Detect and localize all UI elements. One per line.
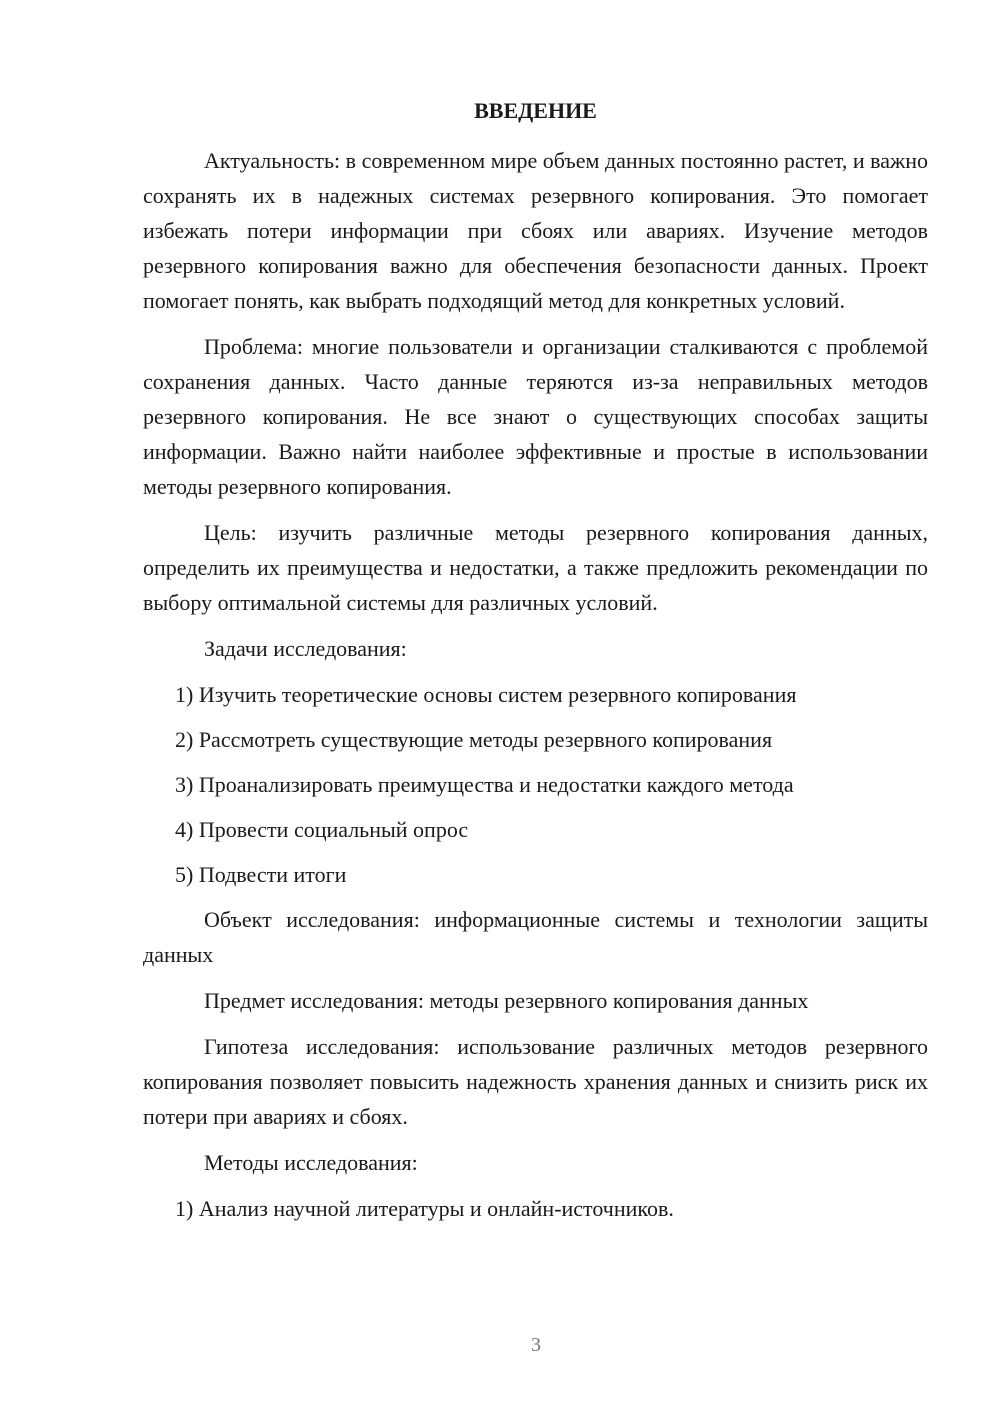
- hypothesis-paragraph: Гипотеза исследования: использование различных методов резервного копирования позволяет повысить надежность хранения данных и снизить риск их потери при авариях и сбоях.: [143, 1034, 928, 1129]
- methods-heading: Методы исследования:: [204, 1150, 418, 1175]
- problem-paragraph: Проблема: многие пользователи и организации сталкиваются с проблемой сохранения данных. Часто данные теряются из-за неправильных методов резервного копирования. Не все знают о существующих способах защиты информации. Важно найти наиболее эффективные и простые в использовании методы резервного копирования.: [143, 334, 928, 499]
- relevance-paragraph: Актуальность: в современном мире объем данных постоянно растет, и важно сохранять их в надежных системах резервного копирования. Это помогает избежать потери информации при сбоях или авариях. Изучение методов резервного копирования важно для обеспечения безопасности данных. Проект помогает понять, как выбрать подходящий метод для конкретных условий.: [143, 148, 928, 313]
- list-item: 1) Анализ научной литературы и онлайн-источников.: [175, 1196, 674, 1221]
- page-number: 3: [531, 1334, 541, 1356]
- section-title: ВВЕДЕНИЕ: [474, 98, 597, 123]
- tasks-list: [143, 677, 928, 892]
- tasks-heading: Задачи исследования:: [204, 636, 407, 661]
- object-paragraph: Объект исследования: информационные системы и технологии защиты данных: [143, 907, 928, 967]
- methods-list: [143, 1191, 928, 1226]
- goal-paragraph: Цель: изучить различные методы резервного копирования данных, определить их преимущества и недостатки, а также предложить рекомендации по выбору оптимальной системы для различных условий.: [143, 520, 928, 615]
- document-page: [143, 96, 928, 1236]
- subject-paragraph: Предмет исследования: методы резервного копирования данных: [204, 988, 809, 1013]
- list-item: 4) Провести социальный опрос: [175, 817, 469, 842]
- list-item: 2) Рассмотреть существующие методы резервного копирования: [175, 727, 773, 752]
- list-item: 5) Подвести итоги: [175, 862, 347, 887]
- list-item: 1) Изучить теоретические основы систем резервного копирования: [175, 682, 797, 707]
- list-item: 3) Проанализировать преимущества и недостатки каждого метода: [175, 772, 794, 797]
